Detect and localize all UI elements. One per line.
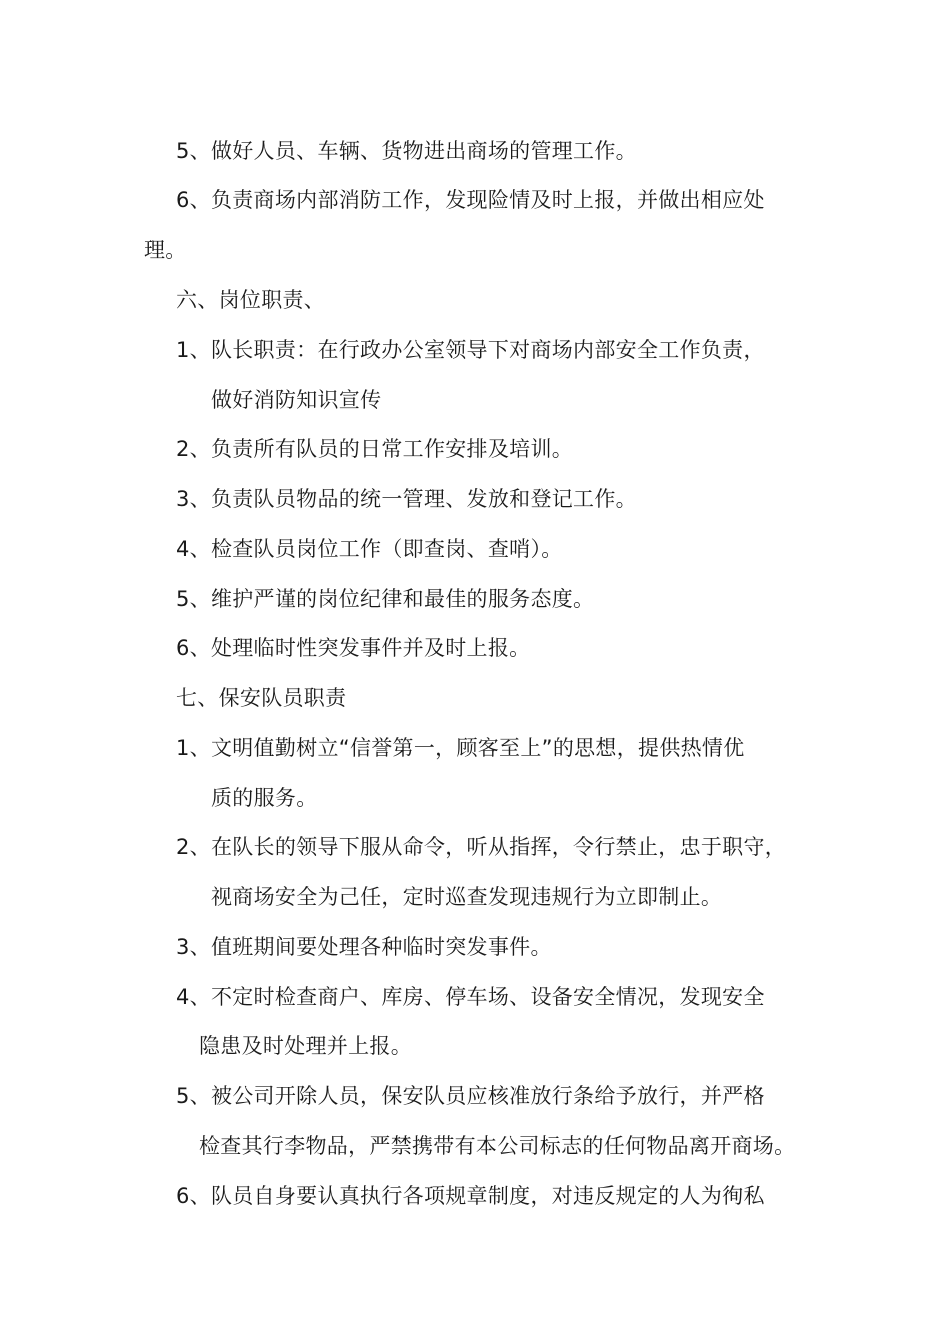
text-line: 5、维护严谨的岗位纪律和最佳的服务态度。: [176, 587, 595, 611]
text-line: 理。: [144, 238, 187, 262]
text-line: 1、队长职责：在行政办公室领导下对商场内部安全工作负责，: [176, 338, 765, 362]
text-line: 2、在队长的领导下服从命令，听从指挥，令行禁止，忠于职守，: [176, 835, 787, 859]
text-line: 4、检查队员岗位工作（即查岗、查哨）。: [176, 537, 563, 561]
text-line: 做好消防知识宣传: [211, 388, 382, 412]
text-line: 质的服务。: [211, 786, 318, 810]
text-line: 2、负责所有队员的日常工作安排及培训。: [176, 437, 574, 461]
text-line: 3、负责队员物品的统一管理、发放和登记工作。: [176, 487, 637, 511]
text-line: 检查其行李物品，严禁携带有本公司标志的任何物品离开商场。: [199, 1134, 796, 1158]
text-line: 1、文明值勤树立“信誉第一，顾客至上”的思想，提供热情优: [176, 736, 745, 760]
text-line: 3、值班期间要处理各种临时突发事件。: [176, 935, 552, 959]
text-line: 6、负责商场内部消防工作，发现险情及时上报，并做出相应处: [176, 188, 765, 212]
section-heading: 六、岗位职责、: [176, 288, 326, 312]
text-line: 4、不定时检查商户、库房、停车场、设备安全情况，发现安全: [176, 985, 765, 1009]
text-line: 6、队员自身要认真执行各项规章制度，对违反规定的人为徇私: [176, 1184, 765, 1208]
text-line: 5、被公司开除人员，保安队员应核准放行条给予放行，并严格: [176, 1084, 765, 1108]
text-line: 视商场安全为己任，定时巡查发现违规行为立即制止。: [211, 885, 723, 909]
section-heading: 七、保安队员职责: [176, 686, 347, 710]
text-line: 5、做好人员、车辆、货物进出商场的管理工作。: [176, 139, 637, 163]
text-line: 6、处理临时性突发事件并及时上报。: [176, 636, 531, 660]
text-line: 隐患及时处理并上报。: [199, 1034, 412, 1058]
